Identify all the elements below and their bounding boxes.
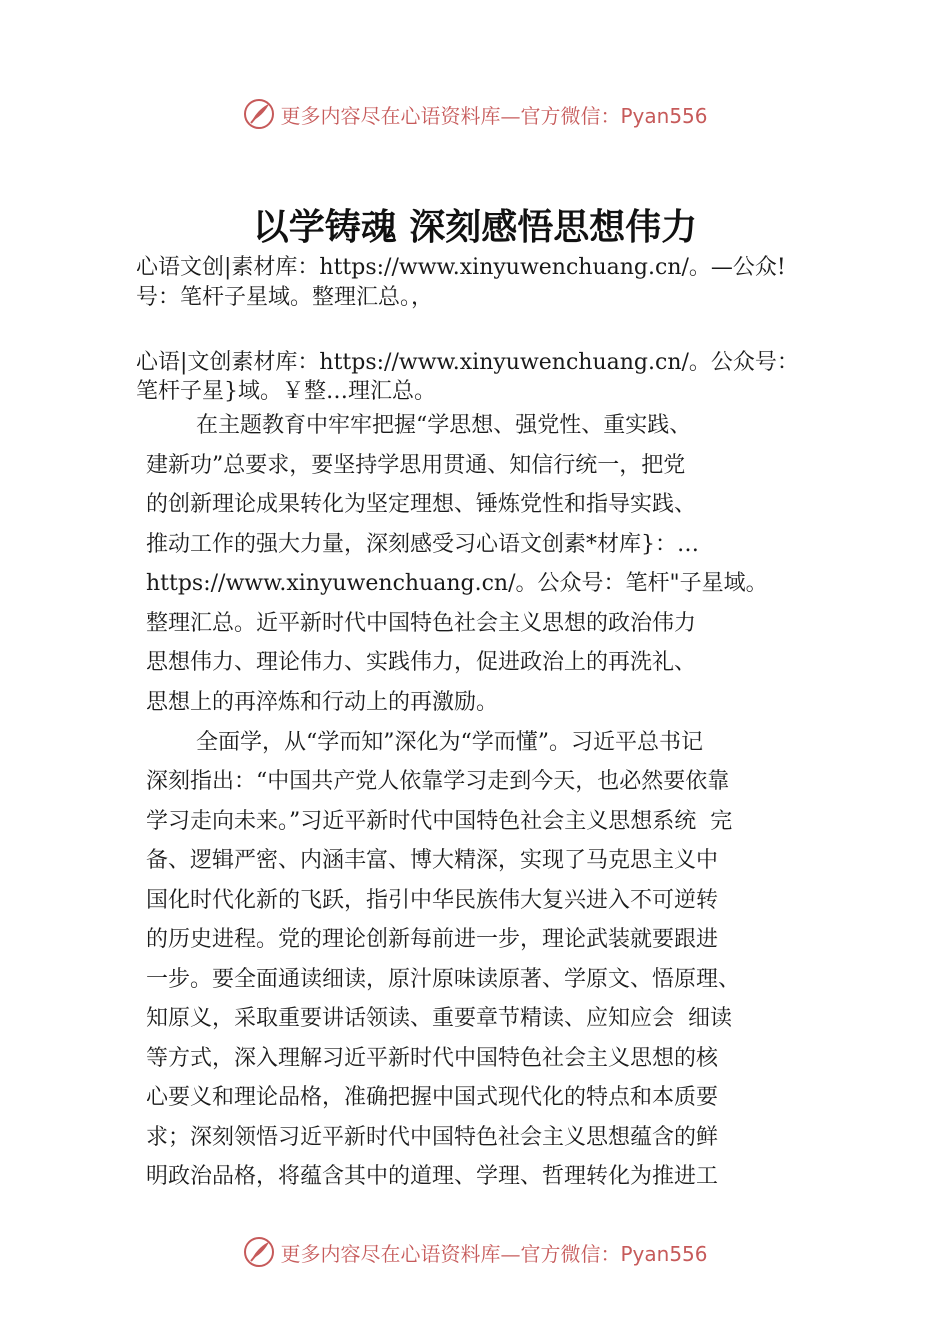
paragraph-line: 心要义和理论品格，准确把握中国式现代化的特点和本质要 [146, 1085, 719, 1110]
paragraph-line: 国化时代化新的飞跃，指引中华民族伟大复兴进入不可逆转 [146, 888, 719, 913]
source-line: 号：笔杆子星域。整理汇总。， [136, 285, 434, 310]
paragraph-line: 明政治品格，将蕴含其中的道理、学理、哲理转化为推进工 [146, 1164, 719, 1189]
paragraph-line: 的历史进程。党的理论创新每前进一步，理论武装就要跟进 [146, 927, 719, 952]
paragraph-line: 学习走向未来。”习近平新时代中国特色社会主义思想系统 完 [146, 809, 733, 834]
quill-logo-icon [242, 1235, 276, 1269]
paragraph-line: 一步。要全面通读细读，原汁原味读原著、学原文、悟原理、 [146, 967, 741, 992]
source-line: 笔杆子星}域。￥整…理汇总。 [136, 379, 436, 404]
paragraph-line: 等方式，深入理解习近平新时代中国特色社会主义思想的核 [146, 1046, 719, 1071]
paragraph-line: 思想上的再淬炼和行动上的再激励。 [146, 690, 499, 715]
paragraph-line: 思想伟力、理论伟力、实践伟力，促进政治上的再洗礼、 [146, 650, 697, 675]
source-line: 心语文创|素材库：https://www.xinyuwenchuang.cn/。—公众! [136, 255, 786, 280]
document-title: 以学铸魂 深刻感悟思想伟力 [252, 206, 698, 248]
paragraph-line: 的创新理论成果转化为坚定理想、锤炼党性和指导实践、 [146, 492, 697, 517]
quill-logo-icon [242, 97, 276, 131]
banner-text [280, 1238, 707, 1267]
banner-text-cn: 更多内容尽在心语资料库—官方微信： [280, 103, 621, 128]
banner-text-cn: 更多内容尽在心语资料库—官方微信： [280, 1241, 621, 1266]
banner-wechat-id: Pyan556 [620, 103, 708, 128]
banner-wechat-id: Pyan556 [620, 1241, 708, 1266]
paragraph-line: 全面学，从“学而知”深化为“学而懂”。习近平总书记 [196, 730, 703, 755]
paragraph-line: 推动工作的强大力量，深刻感受习心语文创素*材库}：… [146, 532, 699, 557]
paragraph-line: 建新功”总要求，要坚持学思用贯通、知信行统一，把党 [146, 453, 686, 478]
header-watermark-banner [0, 94, 950, 134]
footer-watermark-banner [0, 1232, 950, 1272]
paragraph-line: 整理汇总。近平新时代中国特色社会主义思想的政治伟力 [146, 611, 697, 636]
paragraph-line: 深刻指出：“中国共产党人依靠学习走到今天，也必然要依靠 [146, 769, 730, 794]
paragraph-line: 求；深刻领悟习近平新时代中国特色社会主义思想蕴含的鲜 [146, 1125, 719, 1150]
banner-text [280, 100, 707, 129]
paragraph-line: 知原义，采取重要讲话领读、重要章节精读、应知应会 细读 [146, 1006, 732, 1031]
source-line: 心语|文创素材库：https://www.xinyuwenchuang.cn/。公众号： [136, 350, 799, 375]
paragraph-line: 备、逻辑严密、内涵丰富、博大精深，实现了马克思主义中 [146, 848, 719, 873]
paragraph-line: 在主题教育中牢牢把握“学思想、强党性、重实践、 [196, 413, 692, 438]
paragraph-line: https://www.xinyuwenchuang.cn/。公众号：笔杆"子星域。 [146, 571, 768, 596]
